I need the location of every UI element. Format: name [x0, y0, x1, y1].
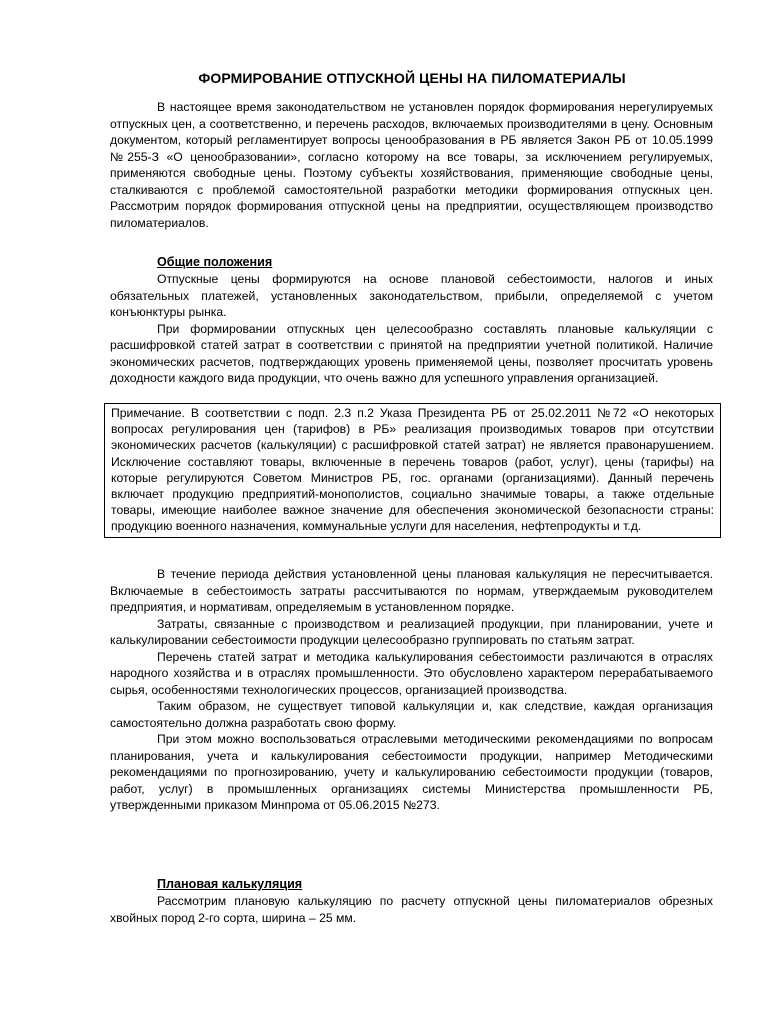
general-provisions-heading: Общие положения: [157, 255, 273, 269]
intro-paragraph: В настоящее время законодательством не установлен порядок формирования нерегулируемых отпускных цен, а соответственно, и перечень расходов, включаемых производителями в цену. Основным документом, который регламентирует вопросы ценообразования в РБ является Закон РБ от 10.05.1999 №255-З «О ценообразовании», согласно которому на все товары, за исключением регулируемых, применяются свободные цены. Поэтому субъекты хозяйствования, применяющие свободные цены, сталкиваются с проблемой самостоятельной разработки методики формирования отпускных цен. Рассмотрим порядок формирования отпускной цены на предприятии, осуществляющем производство пиломатериалов.: [110, 100, 713, 230]
body-paragraph-1: В течение периода действия установленной цены плановая калькуляция не пересчитывается. Включаемые в себестоимость затраты рассчитываются по нормам, утверждаемым руководителем предприятия, и нормативам, определяемым в установленном порядке.: [110, 567, 713, 614]
planned-paragraph-1: Рассмотрим плановую калькуляцию по расчету отпускной цены пиломатериалов обрезных хвойных пород 2-го сорта, ширина – 25 мм.: [110, 894, 713, 925]
body-section: [110, 566, 713, 814]
general-paragraph-1: Отпускные цены формируются на основе плановой себестоимости, налогов и иных обязательных платежей, установленных законодательством, прибыли, определяемой с учетом конъюнктуры рынка.: [110, 272, 713, 319]
planned-calculation-section: [110, 893, 713, 926]
body-paragraph-4: Таким образом, не существует типовой калькуляции и, как следствие, каждая организация самостоятельно должна разработать свою форму.: [110, 699, 713, 730]
body-paragraph-2: Затраты, связанные с производством и реализацией продукции, при планировании, учете и калькулировании себестоимости продукции целесообразно группировать по статьям затрат.: [110, 616, 713, 647]
body-paragraph-3: Перечень статей затрат и методика калькулирования себестоимости различаются в отраслях народного хозяйства и в отраслях промышленности. Это обусловлено характером перерабатываемого сырья, особенностями технологических процессов, организацией производства.: [110, 649, 713, 697]
general-paragraph-2: При формировании отпускных цен целесообразно составлять плановые калькуляции с расшифровкой статей затрат в соответствии с принятой на предприятии учетной политикой. Наличие экономических расчетов, подтверждающих уровень применяемой цены, позволяет просчитать уровень доходности каждого вида продукции, что очень важно для успешного управления организацией.: [110, 321, 713, 385]
planned-calculation-heading: Плановая калькуляция: [157, 877, 303, 891]
note-text: Примечание. В соответствии с подп. 2.3 п.2 Указа Президента РБ от 25.02.2011 №72 «О некоторых вопросах регулирования цен (тарифов) в РБ» реализация производимых товаров при отсутствии экономических расчетов (калькуляции) с расшифровкой статей затрат) не является правонарушением. Исключение составляют товары, включенные в перечень товаров (работ, услуг), цены (тарифы) на которые регулируются Советом Министров РБ, гос. органами (организациями). Данный перечень включает продукцию предприятий-монополистов, социально значимые товары, а также отдельные товары, имеющие наиболее важное значение для обеспечения экономической безопасности страны: продукцию военного назначения, коммунальные услуги для населения, нефтепродукты и т.д.: [111, 406, 714, 534]
intro-section: [110, 99, 713, 231]
document-title: ФОРМИРОВАНИЕ ОТПУСКНОЙ ЦЕНЫ НА ПИЛОМАТЕРИАЛЫ: [198, 70, 626, 86]
note-box: [104, 403, 721, 538]
general-provisions-section: [110, 271, 713, 387]
body-paragraph-5: При этом можно воспользоваться отраслевыми методическими рекомендациями по вопросам планирования, учета и калькулирования себестоимости продукции, например Методическими рекомендациями по прогнозированию, учету и калькулированию себестоимости продукции (товаров, работ, услуг) в промышленных организациях системы Министерства промышленности РБ, утвержденными приказом Минпрома от 05.06.2015 №273.: [110, 732, 713, 812]
